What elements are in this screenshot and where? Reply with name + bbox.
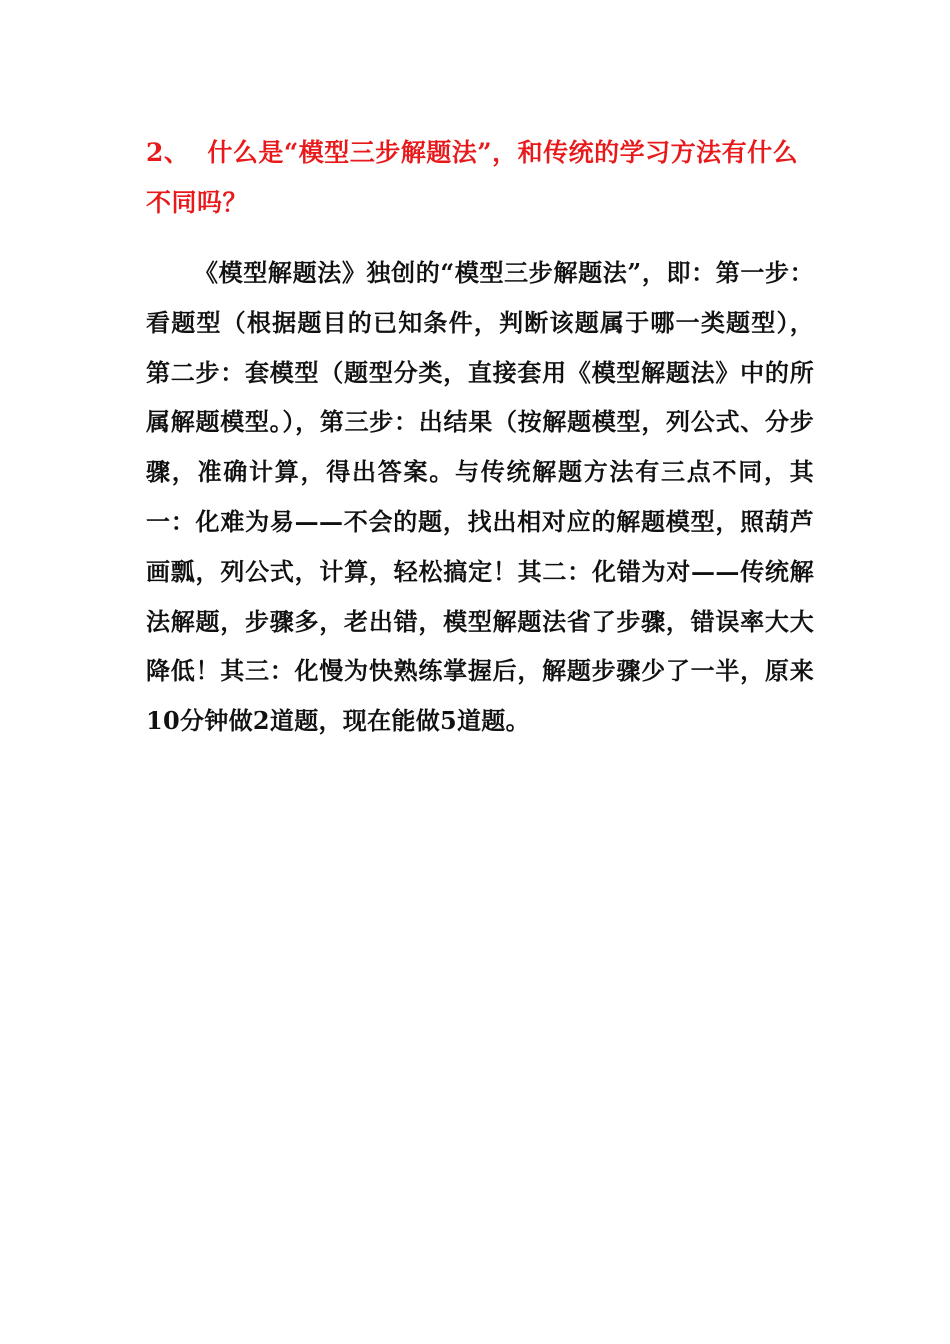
answer-paragraph: 《模型解题法》独创的“模型三步解题法”，即：第一步：看题型（根据题目的已知条件，判断该题属于哪一类题型），第二步：套模型（题型分类，直接套用《模型解题法》中的所属解题模型。），第三步：出结果（按解题模型，列公式、分步骤，准确计算，得出答案。与传统解题方法有三点不同，其一：化难为易——不会的题，找出相对应的解题模型，照葫芦画瓢，列公式，计算，轻松搞定！其二：化错为对——传统解法解题，步骤多，老出错，模型解题法省了步骤，错误率大大降低！其三：化慢为快熟练掌握后，解题步骤少了一半，原来10分钟做2道题，现在能做5道题。 [146, 258, 814, 736]
question-number: 2、 [146, 138, 190, 167]
question-text: 什么是“模型三步解题法”，和传统的学习方法有什么不同吗？ [146, 138, 799, 217]
question-heading [146, 128, 814, 228]
